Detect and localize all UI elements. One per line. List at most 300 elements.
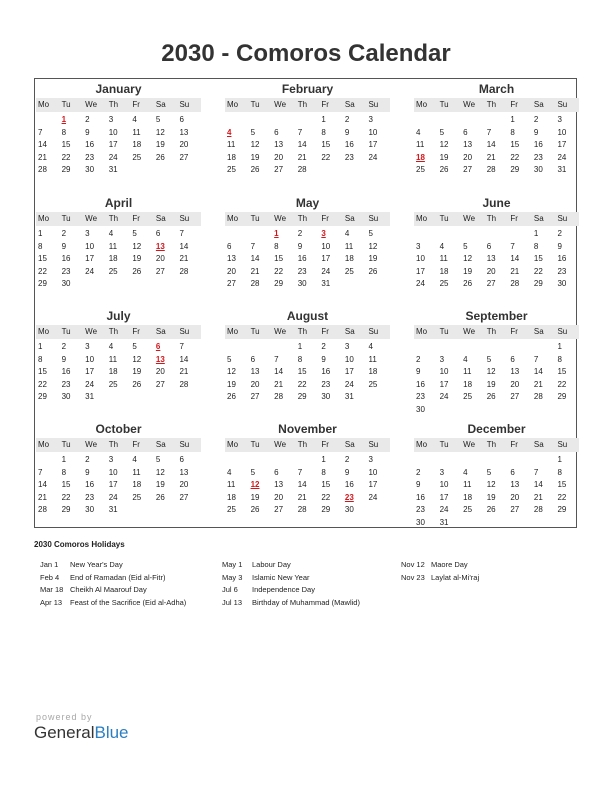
day-cell: 3 [368,455,373,464]
day-cell: 19 [155,480,165,490]
day-cell: 22 [510,152,520,162]
day-cell: 4 [132,455,137,464]
weekday-label: Tu [61,100,71,109]
day-cell: 25 [108,266,118,276]
day-cell: 29 [533,279,543,289]
week-row [414,164,579,177]
day-cell: 15 [321,480,331,490]
day-cell: 19 [132,367,142,377]
month-name: November [278,422,337,436]
day-cell: 7 [297,467,303,477]
month-name: October [95,422,142,436]
day-cell: 25 [368,379,378,389]
day-cell: 21 [179,254,189,264]
week-row [36,164,201,177]
empty-cell [461,341,485,354]
holiday-item [222,572,360,585]
day-cell: 22 [61,152,71,162]
day-cell: 3 [557,115,562,124]
day-cell: 18 [463,379,473,389]
week-row [36,341,201,354]
month-name: July [106,309,131,323]
day-cell: 18 [132,140,142,150]
day-cell: 14 [38,480,47,490]
day-cell: 1 [321,115,326,124]
week-row [36,139,201,152]
weekday-label: Th [486,327,497,336]
day-cell: 7 [533,467,539,477]
week-row [225,379,390,392]
day-cell: 9 [61,241,67,251]
holiday-date: Apr 13 [40,597,63,607]
day-cell: 26 [368,266,378,276]
week-row [36,492,201,505]
weekday-label: Th [297,214,308,223]
day-cell: 14 [179,354,189,364]
week-row [414,504,579,517]
day-cell: 26 [132,266,142,276]
weekday-header [414,438,579,452]
day-cell: 7 [38,127,43,137]
day-cell: 20 [274,152,284,162]
weekday-label: Fr [321,214,329,223]
week-row [225,354,390,367]
day-cell: 4 [132,115,137,124]
day-cell: 13 [155,354,165,364]
weekday-label: Su [557,214,568,223]
day-cell: 15 [533,254,543,264]
day-cell: 16 [344,480,354,490]
day-cell: 15 [297,367,307,377]
empty-cell [438,341,462,354]
day-cell: 9 [416,367,421,377]
day-cell: 7 [533,354,539,364]
day-cell: 9 [344,467,350,477]
day-cell: 9 [85,467,90,477]
week-row [36,366,201,379]
weekday-label: We [274,327,287,336]
day-cell: 9 [533,127,539,137]
day-cell: 11 [227,480,236,490]
day-cell: 31 [108,505,118,515]
day-cell: 21 [297,492,307,502]
day-cell: 26 [439,165,449,175]
day-cell: 11 [463,480,472,490]
day-cell: 30 [61,392,71,402]
empty-cell [130,164,154,177]
day-cell: 2 [61,229,67,238]
empty-cell [272,114,296,127]
day-cell: 5 [368,229,373,238]
day-cell: 23 [533,152,543,162]
day-cell: 26 [486,505,496,515]
day-cell: 30 [533,165,543,175]
month-10 [36,422,201,517]
day-cell: 10 [85,354,95,364]
day-cell: 29 [297,392,307,402]
day-cell: 23 [416,392,425,402]
day-cell: 10 [439,480,449,490]
empty-cell [366,391,390,404]
day-cell: 19 [155,140,165,150]
day-cell: 27 [155,379,165,389]
week-row [414,228,579,241]
day-cell: 9 [557,241,562,251]
day-cell: 31 [557,165,567,175]
day-cell: 16 [61,254,71,264]
day-cell: 13 [179,467,189,477]
week-row [36,152,201,165]
day-cell: 28 [510,279,520,289]
weekday-label: Su [179,214,190,223]
day-cell: 19 [486,379,496,389]
holiday-date: Mar 18 [40,585,64,595]
day-cell: 13 [250,367,260,377]
day-cell: 5 [132,342,137,351]
day-cell: 14 [38,140,47,150]
day-cell: 8 [321,127,326,137]
day-cell: 6 [486,241,492,251]
day-cell: 23 [85,152,95,162]
day-cell: 2 [416,354,421,364]
day-cell: 3 [439,354,445,364]
weekday-label: Mo [416,327,428,336]
weekday-label: Sa [533,440,544,449]
weekday-label: Mo [227,327,239,336]
day-cell: 19 [463,266,473,276]
day-cell: 27 [179,492,189,502]
empty-cell [177,164,201,177]
day-cell: 29 [557,392,567,402]
day-cell: 17 [368,480,378,490]
day-cell: 16 [61,367,71,377]
day-cell: 12 [486,367,496,377]
day-cell: 2 [61,342,67,351]
day-cell: 7 [297,127,303,137]
weekday-label: We [85,440,98,449]
day-cell: 21 [533,379,543,389]
holiday-column [40,559,186,609]
day-cell: 20 [250,379,260,389]
weekday-label: Mo [227,214,239,223]
day-cell: 18 [227,152,236,162]
day-cell: 1 [274,229,279,238]
day-cell: 3 [85,342,90,351]
week-row [225,454,390,467]
day-cell: 25 [227,505,236,515]
day-cell: 24 [108,492,118,502]
day-cell: 28 [38,505,47,515]
brand-general: General [34,723,95,742]
day-cell: 27 [274,505,284,515]
day-cell: 19 [250,492,260,502]
holidays-title: 2030 Comoros Holidays [34,540,125,549]
weekday-label: Tu [250,327,260,336]
day-cell: 14 [533,480,543,490]
day-cell: 18 [108,367,118,377]
day-cell: 6 [463,127,468,137]
day-cell: 22 [533,266,543,276]
day-cell: 16 [344,140,354,150]
holiday-date: Nov 12 [401,560,425,569]
empty-cell [177,278,201,291]
week-row [414,404,579,417]
day-cell: 12 [227,367,236,377]
week-row [225,341,390,354]
empty-cell [225,228,249,241]
day-cell: 4 [463,467,468,477]
day-cell: 29 [38,279,47,289]
day-cell: 27 [486,279,496,289]
day-cell: 18 [227,492,236,502]
week-row [225,152,390,165]
empty-cell [438,454,462,467]
day-cell: 21 [486,152,496,162]
month-name: January [95,82,142,96]
weekday-label: Fr [321,100,329,109]
holiday-name: Labour Day [252,560,291,569]
day-cell: 7 [274,354,279,364]
empty-cell [485,454,509,467]
day-cell: 29 [61,165,71,175]
holiday-date: Nov 23 [401,572,425,582]
day-cell: 28 [533,505,543,515]
weekday-label: Tu [439,440,449,449]
day-cell: 6 [510,467,515,477]
month-name: May [295,196,320,210]
weekday-label: Th [297,440,308,449]
day-cell: 20 [463,152,473,162]
month-name: August [286,309,329,323]
day-cell: 1 [61,115,67,124]
day-cell: 25 [227,165,236,175]
week-row [225,266,390,279]
weekday-label: Fr [510,440,518,449]
week-row [414,379,579,392]
day-cell: 26 [155,492,165,502]
day-cell: 24 [368,152,378,162]
day-cell: 21 [38,152,47,162]
day-cell: 5 [155,115,161,124]
day-cell: 26 [463,279,473,289]
day-cell: 1 [38,342,43,351]
day-cell: 15 [321,140,331,150]
empty-cell [414,114,438,127]
day-cell: 25 [108,379,118,389]
weekday-label: Su [179,440,190,449]
day-cell: 17 [85,254,95,264]
empty-cell [485,114,509,127]
empty-cell [485,341,509,354]
day-cell: 15 [38,367,47,377]
empty-cell [343,164,367,177]
day-cell: 6 [155,342,161,351]
day-cell: 12 [250,140,260,150]
month-name: February [281,82,334,96]
day-cell: 17 [557,140,567,150]
weekday-label: Sa [344,100,355,109]
day-cell: 1 [533,229,539,238]
day-cell: 1 [61,455,67,464]
day-cell: 30 [344,505,354,515]
weekday-header [225,325,390,339]
day-cell: 2 [416,467,421,477]
day-cell: 20 [155,367,165,377]
day-cell: 25 [416,165,425,175]
week-row [225,366,390,379]
weekday-label: Mo [38,440,50,449]
day-cell: 29 [274,279,284,289]
day-cell: 16 [321,367,331,377]
month-5 [225,196,390,291]
empty-cell [366,164,390,177]
day-cell: 2 [85,115,90,124]
empty-cell [508,404,532,417]
weekday-label: Th [486,440,497,449]
weekday-label: Th [486,100,497,109]
day-cell: 6 [274,127,279,137]
weekday-header [225,98,390,112]
weekday-header [36,325,201,339]
day-cell: 12 [155,467,165,477]
day-cell: 31 [439,517,449,527]
day-cell: 14 [297,480,307,490]
week-row [414,492,579,505]
day-cell: 20 [274,492,284,502]
day-cell: 13 [227,254,236,264]
day-cell: 16 [85,140,95,150]
day-cell: 4 [344,229,350,238]
week-row [414,341,579,354]
weekday-label: Sa [344,327,355,336]
holiday-column [222,559,360,609]
holiday-item [222,559,360,572]
week-row [414,517,579,530]
day-cell: 31 [344,392,354,402]
empty-cell [508,228,532,241]
day-cell: 16 [533,140,543,150]
day-cell: 30 [297,279,307,289]
day-cell: 13 [486,254,496,264]
week-row [414,479,579,492]
empty-cell [249,114,273,127]
weekday-label: Tu [439,214,449,223]
day-cell: 4 [108,229,114,238]
day-cell: 26 [155,152,165,162]
day-cell: 3 [85,229,90,238]
day-cell: 19 [227,379,236,389]
day-cell: 4 [416,127,421,137]
day-cell: 22 [557,492,567,502]
day-cell: 10 [368,127,378,137]
weekday-label: Fr [132,327,140,336]
weekday-label: Sa [155,214,166,223]
brand-logo[interactable] [34,723,129,743]
holiday-name: End of Ramadan (Eid al-Fitr) [70,572,166,582]
day-cell: 2 [85,455,90,464]
week-row [225,114,390,127]
week-row [225,253,390,266]
weekday-label: We [463,440,476,449]
empty-cell [485,517,509,530]
day-cell: 23 [416,505,425,515]
day-cell: 19 [250,152,260,162]
empty-cell [296,454,320,467]
empty-cell [296,114,320,127]
day-cell: 13 [274,480,284,490]
day-cell: 10 [321,241,331,251]
day-cell: 17 [85,367,95,377]
weekday-label: We [463,100,476,109]
day-cell: 11 [463,367,472,377]
day-cell: 2 [557,229,562,238]
empty-cell [343,278,367,291]
day-cell: 22 [38,266,47,276]
empty-cell [461,517,485,530]
day-cell: 8 [38,241,43,251]
day-cell: 28 [179,379,189,389]
weekday-header [36,98,201,112]
day-cell: 3 [108,455,114,464]
day-cell: 15 [557,480,567,490]
day-cell: 12 [463,254,473,264]
day-cell: 5 [227,354,232,364]
weekday-label: Sa [344,440,355,449]
weekday-label: Th [108,214,119,223]
empty-cell [485,228,509,241]
day-cell: 12 [250,480,260,490]
day-cell: 3 [344,342,350,351]
month-6 [414,196,579,291]
week-row [36,278,201,291]
day-cell: 4 [439,241,445,251]
day-cell: 9 [61,354,67,364]
empty-cell [414,454,438,467]
day-cell: 10 [439,367,449,377]
week-row [36,266,201,279]
day-cell: 25 [463,392,473,402]
day-cell: 22 [297,379,307,389]
day-cell: 27 [250,392,260,402]
day-cell: 28 [38,165,47,175]
weekday-header [414,212,579,226]
day-cell: 4 [227,467,232,477]
day-cell: 31 [108,165,118,175]
week-row [36,253,201,266]
day-cell: 20 [486,266,496,276]
holiday-name: Cheikh Al Maarouf Day [70,585,147,595]
day-cell: 8 [557,467,562,477]
week-row [36,127,201,140]
day-cell: 17 [439,492,449,502]
day-cell: 11 [132,127,141,137]
day-cell: 13 [510,367,520,377]
weekday-label: We [274,100,287,109]
empty-cell [414,228,438,241]
empty-cell [225,114,249,127]
day-cell: 20 [179,140,189,150]
weekday-label: Su [368,100,379,109]
day-cell: 8 [297,354,303,364]
weekday-header [225,438,390,452]
day-cell: 8 [321,467,326,477]
day-cell: 5 [486,467,492,477]
holiday-date: Jul 13 [222,597,243,607]
day-cell: 7 [179,229,184,238]
day-cell: 13 [179,127,189,137]
day-cell: 22 [61,492,71,502]
weekday-label: Fr [132,440,140,449]
